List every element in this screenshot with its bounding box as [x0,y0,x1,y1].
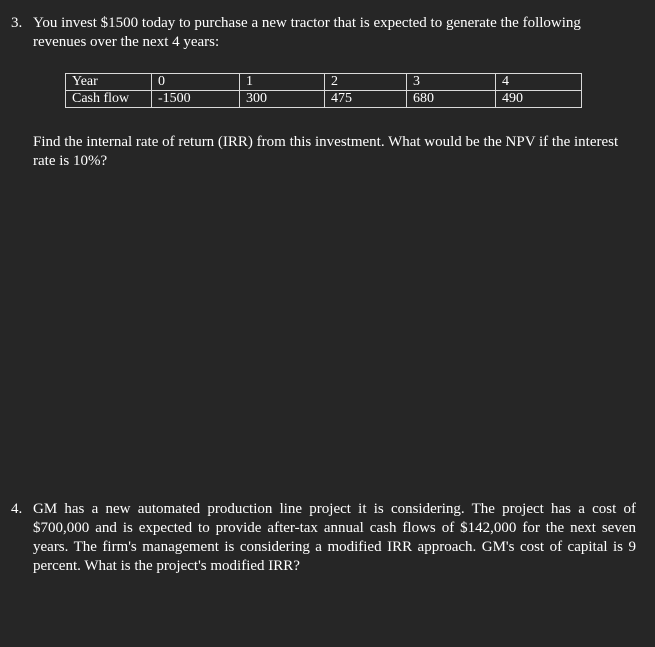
table-cell: 475 [325,91,407,108]
table-cell: 0 [152,74,240,91]
table-cell: 3 [407,74,496,91]
question-4-prompt: GM has a new automated production line project it is considering. The project has a cost of $700,000 and is expected to provide after-tax annual cash flows of $142,000 for the next seven years. The firm's management is considering a modified IRR approach. GM's cost of capital is 9 percent. What is the project's modified IRR? [33,501,636,574]
table-row-label: Cash flow [66,91,152,108]
table-row-year [66,74,582,91]
table-cell: 490 [496,91,582,108]
table-cell: 1 [240,74,325,91]
table-row-cash-flow [66,91,582,108]
table-cell: 680 [407,91,496,108]
question-3-intro: You invest $1500 today to purchase a new tractor that is expected to generate the following revenues over the next 4 years: [33,15,581,50]
question-3-number: 3. [11,15,23,31]
question-3-prompt: Find the internal rate of return (IRR) from this investment. What would be the NPV if the interest rate is 10%? [33,134,619,169]
table-row-label: Year [66,74,152,91]
table-cell: 300 [240,91,325,108]
table-cell: 4 [496,74,582,91]
question-4-number: 4. [11,501,23,517]
table-cell: 2 [325,74,407,91]
table-cell: -1500 [152,91,240,108]
cash-flow-table [65,73,582,108]
